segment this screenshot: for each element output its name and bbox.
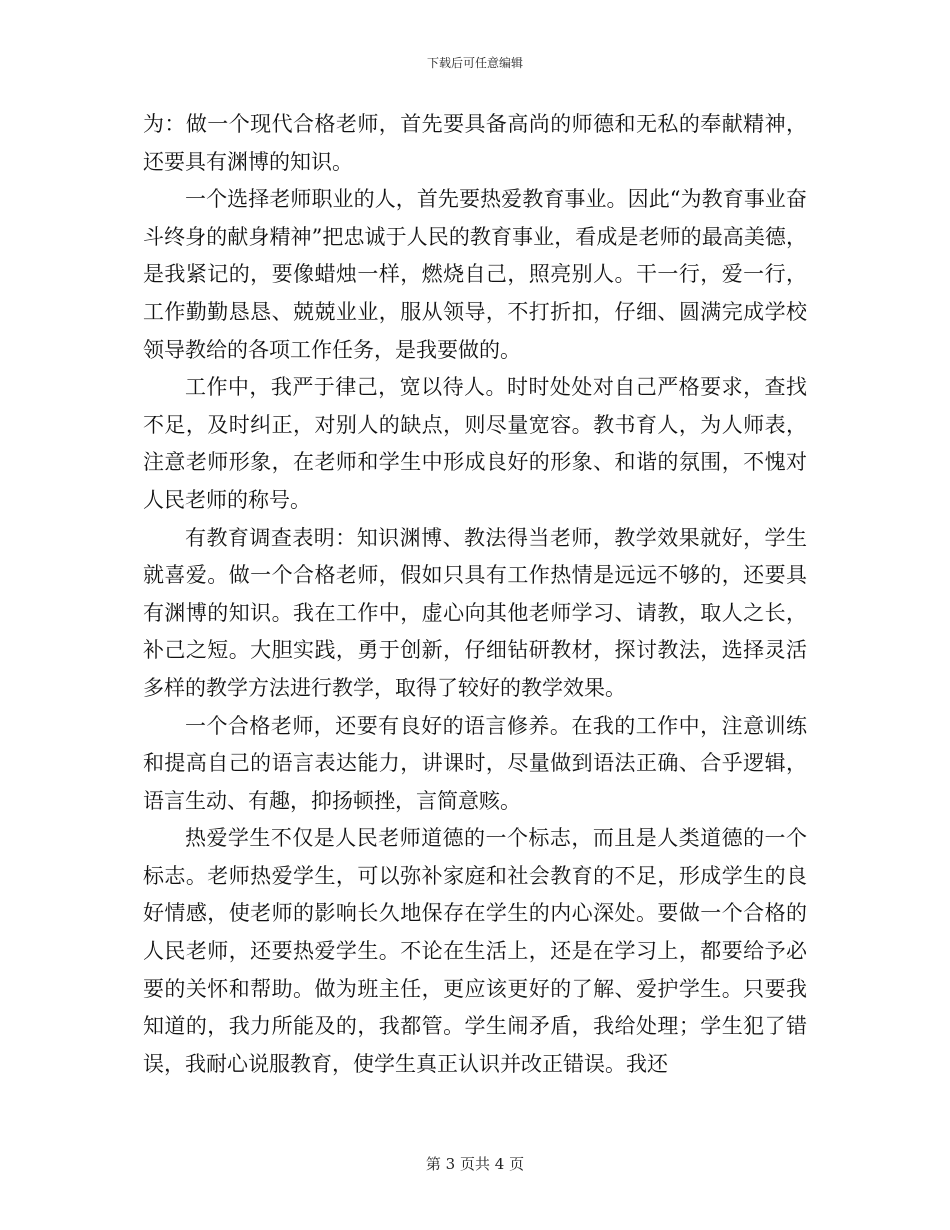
paragraph-continued: 为：做一个现代合格老师，首先要具备高尚的师德和无私的奉献精神，还要具有渊博的知识。 [143, 112, 807, 174]
paragraph-self-discipline: 工作中，我严于律己，宽以待人。时时处处对自己严格要求，查找不足，及时纠正，对别人的缺点，则尽量宽容。教书育人，为人师表，注意老师形象，在老师和学生中形成良好的形象、和谐的氛围，不愧对人民老师的称号。 [143, 375, 807, 512]
paragraph-language: 一个合格老师，还要有良好的语言修养。在我的工作中，注意训练和提高自己的语言表达能力，讲课时，尽量做到语法正确、合乎逻辑，语言生动、有趣，抑扬顿挫，言简意赅。 [143, 713, 807, 813]
paragraph-knowledge: 有教育调查表明：知识渊博、教法得当老师，教学效果就好，学生就喜爱。做一个合格老师，假如只具有工作热情是远远不够的，还要具有渊博的知识。我在工作中，虚心向其他老师学习、请教，取人之长，补己之短。大胆实践，勇于创新，仔细钻研教材，探讨教法，选择灵活多样的教学方法进行教学，取得了较好的教学效果。 [143, 525, 807, 700]
page-footer-page-number: 第 3 页共 4 页 [425, 1155, 525, 1173]
paragraph-love-students: 热爱学生不仅是人民老师道德的一个标志，而且是人类道德的一个标志。老师热爱学生，可以弥补家庭和社会教育的不足，形成学生的良好情感，使老师的影响长久地保存在学生的内心深处。要做一个合格的人民老师，还要热爱学生。不论在生活上，还是在学习上，都要给予必要的关怀和帮助。做为班主任，更应该更好的了解、爱护学生。只要我知道的，我力所能及的，我都管。学生闹矛盾，我给处理；学生犯了错误，我耐心说服教育，使学生真正认识并改正错误。我还 [143, 826, 807, 1076]
document-body [143, 106, 807, 1083]
paragraph-career-devotion: 一个选择老师职业的人，首先要热爱教育事业。因此“为教育事业奋斗终身的献身精神”把忠诚于人民的教育事业，看成是老师的最高美德，是我紧记的，要像蜡烛一样，燃烧自己，照亮别人。干一行，爱一行，工作勤勤恳恳、兢兢业业，服从领导，不打折扣，仔细、圆满完成学校领导教给的各项工作任务，是我要做的。 [143, 187, 807, 362]
page-header: 下载后可任意编辑 [426, 56, 523, 70]
